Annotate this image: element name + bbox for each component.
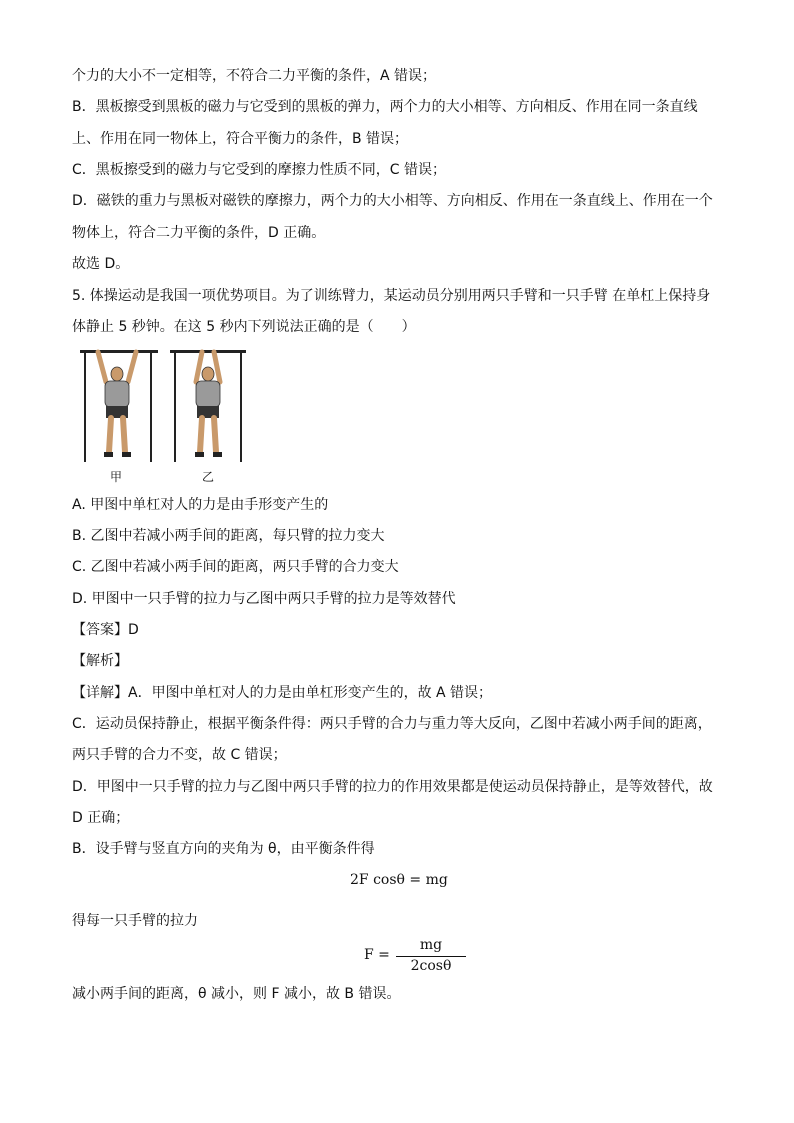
question-5-stem: 5. 体操运动是我国一项优势项目。为了训练臂力，某运动员分别用两只手臂和一只手臂 在单杠上保持身 [72, 288, 711, 304]
analysis-line: D．甲图中一只手臂的拉力与乙图中两只手臂的拉力的作用效果都是使运动员保持静止，是等效替代，故 [72, 779, 713, 795]
equation-balance: 2F cosθ = mg [350, 872, 448, 888]
pole-left-1 [84, 350, 86, 462]
option-d: D. 甲图中一只手臂的拉力与乙图中两只手臂的拉力是等效替代 [72, 591, 456, 607]
figure-label-left: 甲 [110, 470, 123, 484]
gymnast-right [195, 352, 222, 457]
pole-right-1 [174, 350, 176, 462]
analysis-line: B．设手臂与竖直方向的夹角为 θ，由平衡条件得 [72, 841, 375, 857]
analysis-line: 得每一只手臂的拉力 [72, 913, 198, 929]
bar-left [80, 350, 158, 353]
option-b: B. 乙图中若减小两手间的距离，每只臂的拉力变大 [72, 528, 385, 544]
equation-force [364, 937, 466, 979]
equation-force-numerator: mg [419, 937, 443, 953]
equation-force-denominator: 2cosθ [410, 958, 452, 974]
text-line: B．黑板擦受到黑板的磁力与它受到的黑板的弹力，两个力的大小相等、方向相反、作用在同一条直线 [72, 99, 698, 115]
option-c: C. 乙图中若减小两手间的距离，两只手臂的合力变大 [72, 559, 399, 575]
answer-label: 【答案】D [72, 622, 139, 638]
analysis-header: 【解析】 [72, 653, 128, 669]
fraction-bar [396, 956, 466, 957]
text-line: 上、作用在同一物体上，符合平衡力的条件，B 错误； [72, 131, 409, 147]
option-a: A. 甲图中单杠对人的力是由手形变产生的 [72, 497, 329, 513]
pole-right-2 [240, 350, 242, 462]
text-line: 故选 D。 [72, 256, 130, 272]
figure-label-right: 乙 [202, 470, 215, 484]
analysis-line: 【详解】A．甲图中单杠对人的力是由单杠形变产生的，故 A 错误； [72, 685, 493, 701]
text-line: 物体上，符合二力平衡的条件，D 正确。 [72, 225, 326, 241]
gymnast-figure [78, 344, 248, 486]
analysis-line: 减小两手间的距离，θ 减小，则 F 减小，故 B 错误。 [72, 986, 401, 1002]
text-line: D．磁铁的重力与黑板对磁铁的摩擦力，两个力的大小相等、方向相反、作用在一条直线上、作用在一个 [72, 193, 713, 209]
question-5-stem: 体静止 5 秒钟。在这 5 秒内下列说法正确的是（ ） [72, 319, 416, 335]
analysis-line: 两只手臂的合力不变，故 C 错误； [72, 747, 287, 763]
analysis-line: C．运动员保持静止，根据平衡条件得：两只手臂的合力与重力等大反向，乙图中若减小两手间的距离， [72, 716, 712, 732]
gymnast-illustration [78, 344, 248, 486]
analysis-line: D 正确； [72, 810, 130, 826]
text-line: C．黑板擦受到的磁力与它受到的摩擦力性质不同，C 错误； [72, 162, 446, 178]
bar-right [170, 350, 246, 353]
equation-force-lhs: F = [364, 947, 390, 963]
gymnast-left [98, 352, 136, 457]
text-line: 个力的大小不一定相等，不符合二力平衡的条件，A 错误； [72, 68, 437, 84]
pole-left-2 [150, 350, 152, 462]
